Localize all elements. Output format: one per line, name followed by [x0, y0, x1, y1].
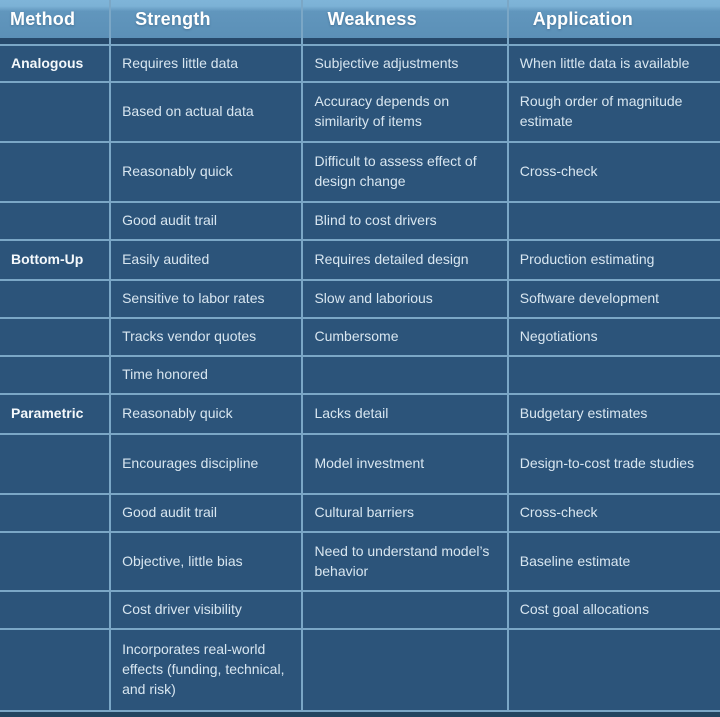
cell-strength: Good audit trail [111, 203, 301, 239]
cell-application: Rough order of magnitude estimate [509, 83, 720, 141]
cell-application: Cost goal allocations [509, 592, 720, 628]
cell-weakness: Slow and laborious [303, 281, 506, 317]
cell-strength: Reasonably quick [111, 143, 301, 201]
cell-strength: Reasonably quick [111, 395, 301, 433]
cell-method [0, 533, 109, 590]
cell-strength: Incorporates real-world effects (funding, technical, and risk) [111, 630, 301, 710]
cell-weakness: Subjective adjustments [303, 46, 506, 81]
cell-application: When little data is available [509, 46, 720, 81]
cell-application: Budgetary estimates [509, 395, 720, 433]
cell-strength: Good audit trail [111, 495, 301, 531]
cell-application: Baseline estimate [509, 533, 720, 590]
cell-weakness: Difficult to assess effect of design change [303, 143, 506, 201]
cell-weakness [303, 630, 506, 710]
cell-application [509, 630, 720, 710]
cell-application: Cross-check [509, 143, 720, 201]
cell-application: Cross-check [509, 495, 720, 531]
cell-strength: Tracks vendor quotes [111, 319, 301, 355]
cell-weakness: Cultural barriers [303, 495, 506, 531]
cell-method: Analogous [0, 46, 109, 81]
cell-strength: Encourages discipline [111, 435, 301, 493]
cell-strength: Cost driver visibility [111, 592, 301, 628]
cell-application: Negotiations [509, 319, 720, 355]
cell-method: Bottom-Up [0, 241, 109, 279]
cell-weakness [303, 592, 506, 628]
cell-strength: Objective, little bias [111, 533, 301, 590]
cell-method [0, 143, 109, 201]
cell-application: Software development [509, 281, 720, 317]
cell-application [509, 357, 720, 393]
cell-weakness: Lacks detail [303, 395, 506, 433]
cell-application [509, 203, 720, 239]
header-method: Method [0, 0, 109, 44]
cell-application: Production estimating [509, 241, 720, 279]
cell-strength: Based on actual data [111, 83, 301, 141]
cell-strength: Sensitive to labor rates [111, 281, 301, 317]
cell-method [0, 203, 109, 239]
cell-weakness [303, 357, 506, 393]
header-weakness: Weakness [303, 0, 506, 44]
cell-method [0, 281, 109, 317]
cell-strength: Time honored [111, 357, 301, 393]
cell-strength: Easily audited [111, 241, 301, 279]
cell-method [0, 630, 109, 710]
cell-weakness: Cumbersome [303, 319, 506, 355]
cell-weakness: Requires detailed design [303, 241, 506, 279]
cell-method: Parametric [0, 395, 109, 433]
header-application: Application [509, 0, 720, 44]
cell-method [0, 495, 109, 531]
cell-method [0, 83, 109, 141]
cell-application: Design-to-cost trade studies [509, 435, 720, 493]
cell-weakness: Blind to cost drivers [303, 203, 506, 239]
header-strength: Strength [111, 0, 301, 44]
cell-method [0, 319, 109, 355]
cell-weakness: Model investment [303, 435, 506, 493]
cell-weakness: Need to understand model’s behavior [303, 533, 506, 590]
cell-method [0, 592, 109, 628]
cell-strength: Requires little data [111, 46, 301, 81]
cell-weakness: Accuracy depends on similarity of items [303, 83, 506, 141]
cell-method [0, 357, 109, 393]
table-bottom-edge [0, 712, 720, 717]
cell-method [0, 435, 109, 493]
